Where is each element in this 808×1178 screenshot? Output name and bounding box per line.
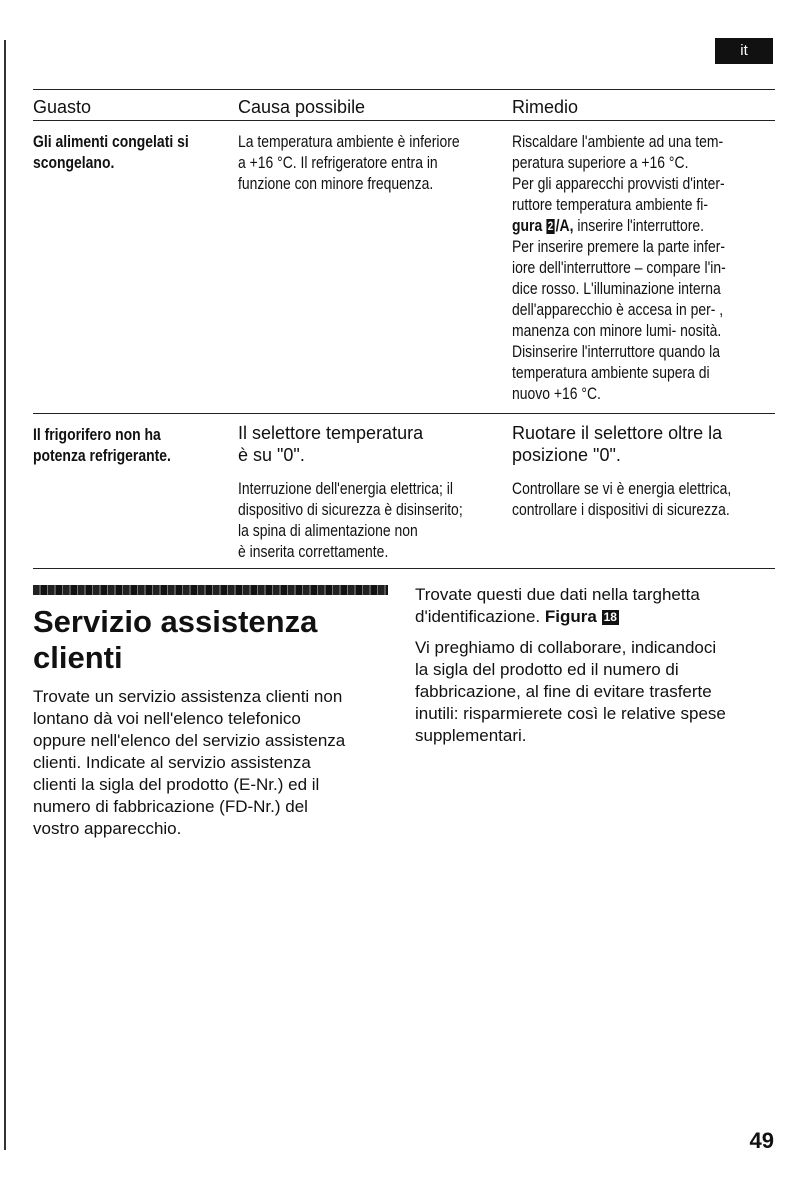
row2-rimedio-b [512,478,731,520]
figure-word: gura [512,216,543,235]
row2-causa-b-line: la spina di alimentazione non [238,521,418,540]
figure-rest: inserire l'interruttore. [573,216,704,235]
row2-rimedio-b-line: Controllare se vi è energia elettrica, [512,479,732,498]
service-right-line: supplementari. [415,726,527,745]
row1-guasto-line: Gli alimenti congelati si [33,132,189,151]
figure-suffix: /A, [555,216,574,235]
service-right-text: d'identificazione. [415,607,541,626]
figure-2-icon: 2 [547,219,554,233]
row1-rimedio-line: ruttore temperatura ambiente fi- [512,195,709,214]
service-right-line: Vi preghiamo di collaborare, indicandoci [415,638,717,657]
section-title-line: Servizio assistenza [33,604,318,639]
row2-causa-b-line: è inserita correttamente. [238,542,389,561]
row2-causa-b-line: dispositivo di sicurezza è disinserito; [238,500,463,519]
row2-causa-a-line: è su "0". [238,445,305,465]
table-row-divider [33,413,775,414]
page-number: 49 [749,1128,774,1153]
row2-rimedio-a-line: posizione "0". [512,445,621,465]
language-badge: it [715,38,773,64]
page-left-edge [4,40,6,1150]
row1-rimedio-line: Per gli apparecchi provvisti d'inter- [512,174,725,193]
row2-guasto-line: potenza refrigerante. [33,446,171,465]
service-left-line: vostro apparecchio. [33,819,182,838]
service-left-line: numero di fabbricazione (FD-Nr.) del [33,797,308,816]
row2-rimedio-a [512,422,722,466]
figure-18-icon: 18 [603,610,617,624]
row1-rimedio-line: Riscaldare l'ambiente ad una tem- [512,132,724,151]
service-left-line: Trovate un servizio assistenza clienti non [33,687,343,706]
row2-causa-b-line: Interruzione dell'energia elettrica; il [238,479,453,498]
section-title-line: clienti [33,640,123,675]
row1-guasto-line: scongelano. [33,153,115,172]
section-decorative-bar [33,585,388,595]
row1-rimedio-line: nuovo +16 °C. [512,384,601,403]
table-header-rule [33,120,775,121]
row1-rimedio-line: manenza con minore lumi- nosità. [512,321,722,340]
row2-guasto [33,424,171,466]
row1-causa-line: La temperatura ambiente è inferiore [238,132,460,151]
row1-causa-line: a +16 °C. Il refrigeratore entra in [238,153,438,172]
row1-rimedio-line: Per inserire premere la parte infer- [512,237,726,256]
row2-rimedio-b-line: controllare i dispositivi di sicurezza. [512,500,730,519]
figure-label: Figura [544,607,597,626]
service-left-line: oppure nell'elenco del servizio assistenza [33,731,346,750]
service-right-paragraph-1 [415,584,700,628]
service-right-line: la sigla del prodotto ed il numero di [415,660,679,679]
service-left-line: clienti. Indicate al servizio assistenza [33,753,311,772]
service-right-line: inutili: risparmierete così le relative spese [415,704,726,723]
row1-rimedio-line: peratura superiore a +16 °C. [512,153,689,172]
table-top-rule [33,89,775,90]
row2-rimedio-a-line: Ruotare il selettore oltre la [512,423,723,443]
row1-rimedio-line: iore dell'interruttore – compare l'in- [512,258,726,277]
service-right-line [415,606,700,628]
row1-rimedio-line: dell'apparecchio è accesa in per- , [512,300,724,319]
service-left-paragraph [33,686,345,840]
row1-causa-line: funzione con minore frequenza. [238,174,434,193]
row1-causa [238,131,460,194]
row1-rimedio-line: dice rosso. L'illuminazione interna [512,279,721,298]
service-left-line: clienti la sigla del prodotto (E-Nr.) ed il [33,775,320,794]
service-left-line: lontano dà voi nell'elenco telefonico [33,709,301,728]
section-title [33,604,393,676]
row2-causa-b [238,478,463,562]
service-right-paragraph-2 [415,637,726,747]
table-bottom-rule [33,568,775,569]
service-right-line: Trovate questi due dati nella targhetta [415,585,700,604]
header-guasto: Guasto [33,97,92,117]
service-right-line: fabbricazione, al fine di evitare trasferte [415,682,712,701]
header-rimedio: Rimedio [512,97,579,117]
row2-causa-a [238,422,423,466]
row1-rimedio-line: temperatura ambiente supera di [512,363,710,382]
row1-rimedio-figure-line [512,215,726,236]
header-causa: Causa possibile [238,97,366,117]
row2-causa-a-line: Il selettore temperatura [238,423,424,443]
row1-rimedio-line: Disinserire l'interruttore quando la [512,342,720,361]
row1-rimedio [512,131,726,404]
row2-guasto-line: Il frigorifero non ha [33,425,161,444]
row1-guasto [33,131,189,173]
